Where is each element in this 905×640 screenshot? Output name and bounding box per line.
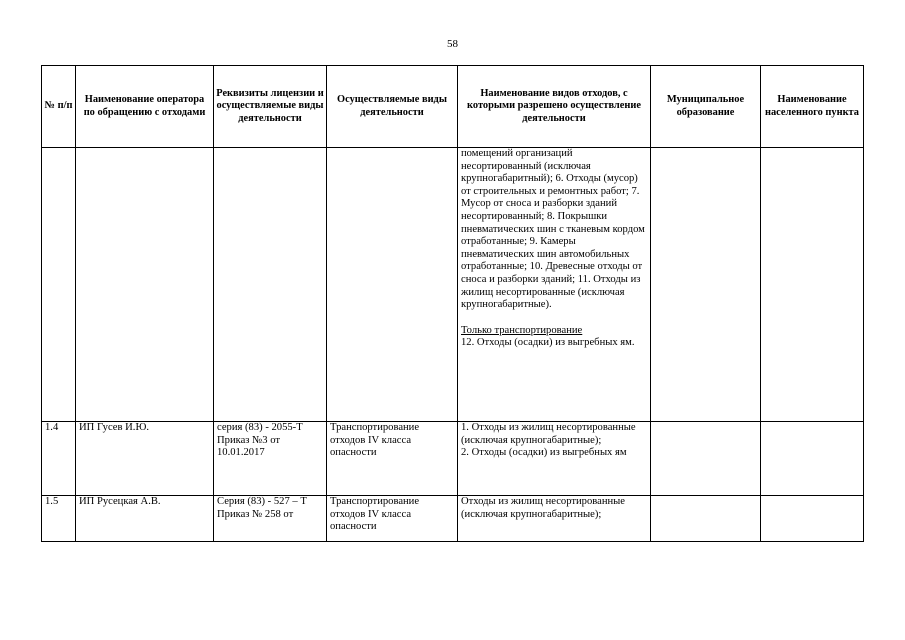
cell-settlement — [761, 422, 864, 496]
table-row — [42, 422, 864, 496]
waste-continuation-text: помещений организаций несортированный (исключая крупногабаритный); 6. Отходы (мусор) от строительных и ремонтных работ; 7. Мусор от сноса и разборки зданий несортированный; 8. Покрышки пневматических шин с тканевым кордом отработанные; 9. Камеры пневматических шин автомобильных отработанные; 10. Древесные отходы от сноса и разборки зданий; 11. Отходы из жилищ несортированные (исключая крупногабаритные). — [461, 148, 645, 311]
cell-municipality — [651, 148, 761, 422]
header-activity: Осуществляемые виды деятельности — [327, 66, 458, 148]
cell-license — [214, 422, 327, 496]
header-license: Реквизиты лицензии и осуществляемые виды деятельности — [214, 66, 327, 148]
license-order: Приказ № 258 от — [217, 508, 294, 520]
cell-activity: Транспортирование отходов IV класса опасности — [327, 422, 458, 496]
license-series: серия (83) - 2055-Т — [217, 422, 303, 433]
cell-num: 1.4 — [42, 422, 76, 496]
cell-municipality — [651, 496, 761, 542]
cell-num: 1.5 — [42, 496, 76, 542]
header-municipality: Муниципальное образование — [651, 66, 761, 148]
cell-operator: ИП Русецкая А.В. — [76, 496, 214, 542]
cell-settlement — [761, 148, 864, 422]
cell-waste-types — [458, 148, 651, 422]
waste-item: 1. Отходы из жилищ несортированные (исключая крупногабаритные); — [461, 422, 636, 446]
table-row — [42, 496, 864, 542]
continuation-row — [42, 148, 864, 422]
header-num: № п/п — [42, 66, 76, 148]
waste-item: 2. Отходы (осадки) из выгребных ям — [461, 447, 627, 459]
cell-activity: Транспортирование отходов IV класса опасности — [327, 496, 458, 542]
waste-operators-table — [41, 65, 864, 542]
cell-operator — [76, 148, 214, 422]
cell-license — [214, 496, 327, 542]
header-operator: Наименование оператора по обращению с отходами — [76, 66, 214, 148]
table-header-row — [42, 66, 864, 148]
cell-waste-types — [458, 496, 651, 542]
cell-num — [42, 148, 76, 422]
cell-waste-types — [458, 422, 651, 496]
license-series: Серия (83) - 527 – Т — [217, 496, 307, 507]
transport-only-label: Только транспортирование — [461, 324, 583, 336]
transport-only-text: 12. Отходы (осадки) из выгребных ям. — [461, 337, 635, 349]
page-number: 58 — [447, 38, 458, 50]
cell-operator: ИП Гусев И.Ю. — [76, 422, 214, 496]
cell-license — [214, 148, 327, 422]
waste-item: Отходы из жилищ несортированные (исключая крупногабаритные); — [461, 496, 625, 520]
cell-settlement — [761, 496, 864, 542]
header-settlement: Наименование населенного пункта — [761, 66, 864, 148]
header-waste-types: Наименование видов отходов, с которыми разрешено осуществление деятельности — [458, 66, 651, 148]
license-order: Приказ №3 от 10.01.2017 — [217, 434, 280, 459]
cell-activity — [327, 148, 458, 422]
cell-municipality — [651, 422, 761, 496]
